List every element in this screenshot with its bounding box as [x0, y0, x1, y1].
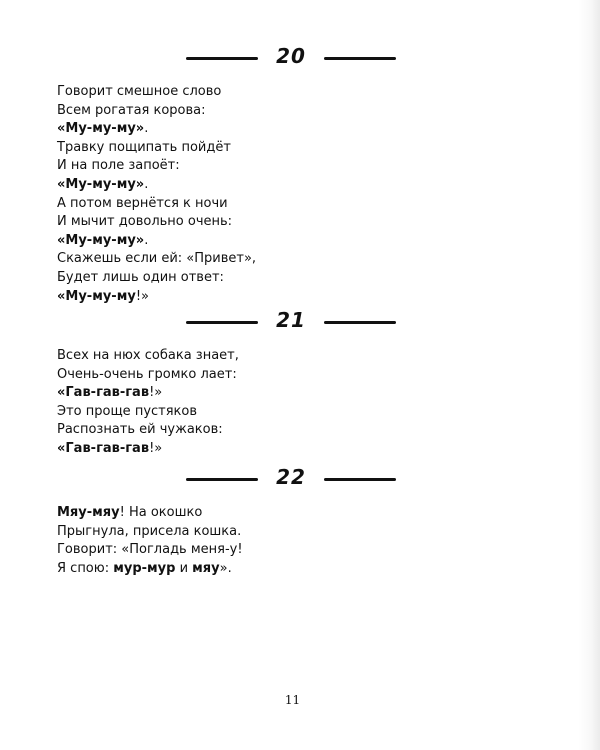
- poem-line: [57, 120, 256, 139]
- divider-line: [324, 478, 396, 481]
- line-text: И мычит довольно очень:: [57, 214, 233, 230]
- line-text: Будет лишь один ответ:: [57, 269, 224, 285]
- poem-line: [57, 139, 256, 158]
- line-text: Говорит: «Погладь меня-у!: [57, 542, 243, 558]
- emphasized-text: Мяу-мяу: [57, 505, 120, 520]
- line-text: .: [144, 121, 149, 137]
- line-text: Всех на нюх собака знает,: [57, 348, 239, 363]
- poem-line: [57, 250, 256, 269]
- poem-line: [57, 213, 256, 232]
- poem-line: [57, 403, 239, 422]
- line-text: .: [144, 176, 149, 192]
- line-text: !»: [135, 288, 149, 304]
- line-text: и: [175, 560, 193, 576]
- poem-line: [57, 176, 256, 195]
- line-text: ! На окошко: [119, 505, 203, 520]
- line-text: И на поле запоёт:: [57, 158, 180, 174]
- line-text: А потом вернётся к ночи: [57, 195, 228, 211]
- poem-line: [57, 157, 256, 176]
- poem-20: [57, 83, 256, 306]
- poem-line: [57, 523, 243, 542]
- poem-22: [57, 504, 243, 578]
- section-number: 21: [276, 308, 306, 332]
- poem-line: [57, 347, 239, 366]
- poem-line: [57, 83, 256, 102]
- emphasized-text: «Гав-гав-гав: [57, 385, 150, 401]
- line-text: !»: [149, 440, 163, 456]
- page-number: 11: [284, 693, 301, 707]
- line-text: Я спою:: [57, 560, 114, 576]
- divider-line: [324, 321, 396, 324]
- section-divider-20: [186, 45, 396, 69]
- line-text: Очень-очень громко лает:: [57, 366, 237, 382]
- section-divider-22: [186, 466, 396, 490]
- line-text: Говорит смешное слово: [57, 84, 222, 99]
- poem-line: [57, 440, 239, 459]
- emphasized-text: «Му-му-му»: [57, 121, 145, 137]
- emphasized-text: «Му-му-му»: [57, 176, 145, 192]
- emphasized-text: «Му-му-му»: [57, 232, 145, 248]
- emphasized-text: мур-мур: [113, 560, 176, 576]
- line-text: Распознать ей чужаков:: [57, 422, 223, 438]
- line-text: !»: [149, 385, 163, 401]
- line-text: Травку пощипать пойдёт: [57, 139, 231, 155]
- section-divider-21: [186, 309, 396, 333]
- poem-line: [57, 560, 243, 579]
- poem-line: [57, 366, 239, 385]
- poem-line: [57, 102, 256, 121]
- poem-line: [57, 384, 239, 403]
- line-text: ».: [219, 560, 232, 576]
- page-edge-shadow: [578, 0, 600, 750]
- emphasized-text: «Гав-гав-гав: [57, 440, 150, 456]
- line-text: Всем рогатая корова:: [57, 102, 206, 118]
- poem-line: [57, 421, 239, 440]
- poem-line: [57, 269, 256, 288]
- poem-line: [57, 504, 243, 523]
- poem-line: [57, 232, 256, 251]
- line-text: Прыгнула, присела кошка.: [57, 523, 242, 539]
- divider-line: [324, 57, 396, 60]
- emphasized-text: «Му-му-му: [57, 288, 136, 304]
- poem-line: [57, 288, 256, 307]
- poem-21: [57, 347, 239, 459]
- section-number: 22: [276, 465, 306, 489]
- poem-line: [57, 195, 256, 214]
- section-number: 20: [276, 44, 306, 68]
- poem-line: [57, 541, 243, 560]
- emphasized-text: мяу: [192, 560, 220, 576]
- line-text: Скажешь если ей: «Привет»,: [57, 251, 257, 267]
- line-text: Это проще пустяков: [57, 403, 198, 419]
- line-text: .: [144, 232, 149, 248]
